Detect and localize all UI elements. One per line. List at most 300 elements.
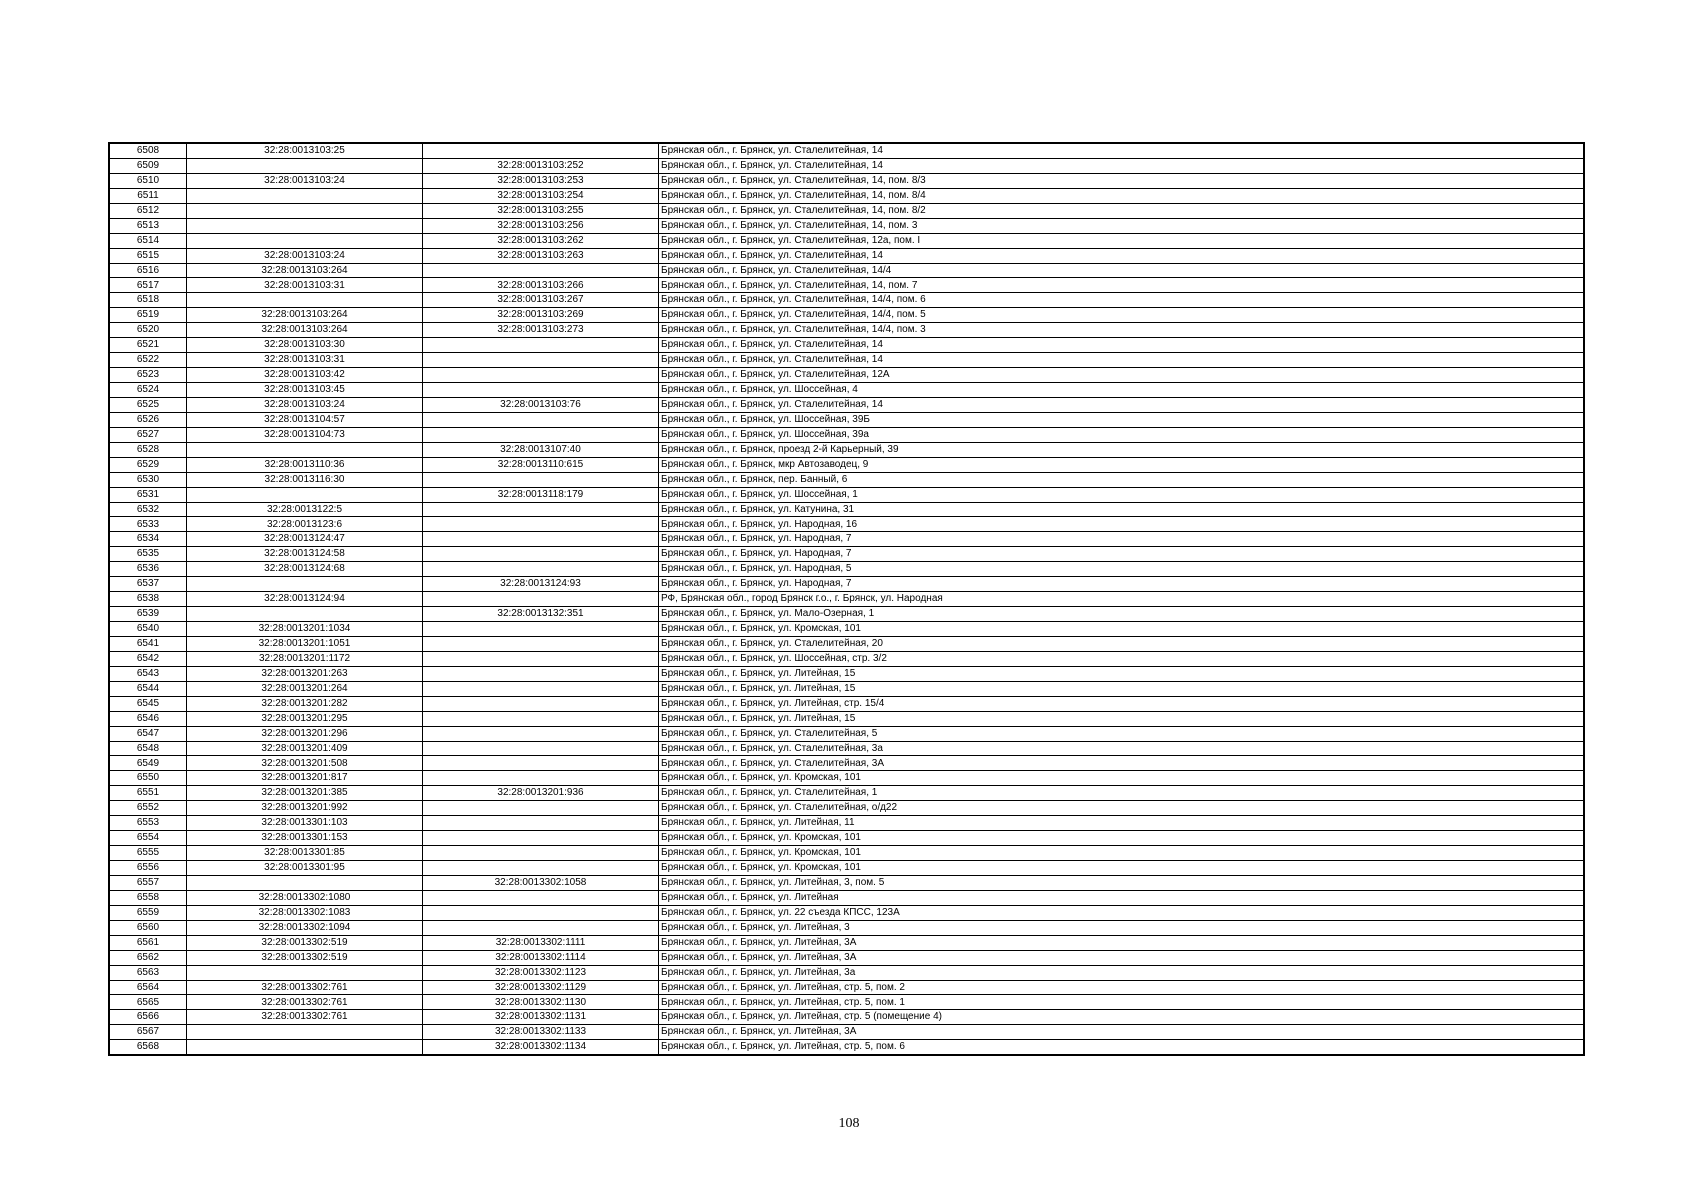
table-row xyxy=(110,442,1584,457)
address-cell: Брянская обл., г. Брянск, ул. Литейная, 3 xyxy=(659,920,1584,935)
land-parcel-number-cell: 32:28:0013103:264 xyxy=(187,263,423,278)
row-number-cell: 6527 xyxy=(110,427,187,442)
table-row xyxy=(110,950,1584,965)
land-parcel-number-cell xyxy=(187,293,423,308)
object-cadastral-number-cell xyxy=(423,920,659,935)
land-parcel-number-cell: 32:28:0013104:57 xyxy=(187,412,423,427)
object-cadastral-number-cell xyxy=(423,816,659,831)
object-cadastral-number-cell xyxy=(423,666,659,681)
land-parcel-number-cell: 32:28:0013110:36 xyxy=(187,457,423,472)
object-cadastral-number-cell: 32:28:0013103:262 xyxy=(423,233,659,248)
table-row xyxy=(110,771,1584,786)
row-number-cell: 6530 xyxy=(110,472,187,487)
row-number-cell: 6518 xyxy=(110,293,187,308)
address-cell: Брянская обл., г. Брянск, ул. Сталелитейная, 14 xyxy=(659,397,1584,412)
address-cell: Брянская обл., г. Брянск, ул. Литейная, стр. 5 (помещение 4) xyxy=(659,1010,1584,1025)
land-parcel-number-cell xyxy=(187,577,423,592)
object-cadastral-number-cell xyxy=(423,636,659,651)
land-parcel-number-cell xyxy=(187,965,423,980)
land-parcel-number-cell: 32:28:0013302:761 xyxy=(187,995,423,1010)
address-cell: Брянская обл., г. Брянск, ул. Народная, 16 xyxy=(659,517,1584,532)
table-row xyxy=(110,457,1584,472)
address-cell: Брянская обл., г. Брянск, ул. Литейная, 11 xyxy=(659,816,1584,831)
address-cell: Брянская обл., г. Брянск, ул. Литейная, 15 xyxy=(659,681,1584,696)
table-row xyxy=(110,995,1584,1010)
object-cadastral-number-cell xyxy=(423,263,659,278)
table-row xyxy=(110,905,1584,920)
object-cadastral-number-cell: 32:28:0013103:263 xyxy=(423,248,659,263)
address-cell: Брянская обл., г. Брянск, ул. Сталелитейная, о/д22 xyxy=(659,801,1584,816)
address-cell: Брянская обл., г. Брянск, ул. Сталелитейная, 14 xyxy=(659,248,1584,263)
table-row xyxy=(110,741,1584,756)
land-parcel-number-cell: 32:28:0013302:519 xyxy=(187,950,423,965)
object-cadastral-number-cell: 32:28:0013302:1114 xyxy=(423,950,659,965)
registry-table xyxy=(109,143,1584,1055)
table-row xyxy=(110,1025,1584,1040)
land-parcel-number-cell: 32:28:0013201:385 xyxy=(187,786,423,801)
object-cadastral-number-cell xyxy=(423,681,659,696)
land-parcel-number-cell xyxy=(187,158,423,173)
land-parcel-number-cell: 32:28:0013301:103 xyxy=(187,816,423,831)
address-cell: Брянская обл., г. Брянск, ул. Сталелитейная, 3А xyxy=(659,756,1584,771)
row-number-cell: 6525 xyxy=(110,397,187,412)
table-row xyxy=(110,427,1584,442)
address-cell: Брянская обл., г. Брянск, ул. Литейная, 15 xyxy=(659,666,1584,681)
row-number-cell: 6559 xyxy=(110,905,187,920)
object-cadastral-number-cell xyxy=(423,741,659,756)
land-parcel-number-cell: 32:28:0013124:58 xyxy=(187,547,423,562)
address-cell: Брянская обл., г. Брянск, ул. Литейная, 15 xyxy=(659,711,1584,726)
row-number-cell: 6528 xyxy=(110,442,187,457)
object-cadastral-number-cell: 32:28:0013103:269 xyxy=(423,308,659,323)
object-cadastral-number-cell: 32:28:0013103:266 xyxy=(423,278,659,293)
land-parcel-number-cell: 32:28:0013103:24 xyxy=(187,173,423,188)
row-number-cell: 6562 xyxy=(110,950,187,965)
address-cell: Брянская обл., г. Брянск, ул. Сталелитейная, 3а xyxy=(659,741,1584,756)
row-number-cell: 6540 xyxy=(110,622,187,637)
table-row xyxy=(110,726,1584,741)
table-row xyxy=(110,607,1584,622)
row-number-cell: 6552 xyxy=(110,801,187,816)
address-cell: Брянская обл., г. Брянск, ул. Сталелитейная, 14 xyxy=(659,353,1584,368)
table-row xyxy=(110,875,1584,890)
row-number-cell: 6536 xyxy=(110,562,187,577)
table-row xyxy=(110,1040,1584,1055)
object-cadastral-number-cell: 32:28:0013118:179 xyxy=(423,487,659,502)
row-number-cell: 6549 xyxy=(110,756,187,771)
object-cadastral-number-cell: 32:28:0013103:273 xyxy=(423,323,659,338)
object-cadastral-number-cell: 32:28:0013302:1129 xyxy=(423,980,659,995)
land-parcel-number-cell xyxy=(187,203,423,218)
page-number: 108 xyxy=(838,1116,860,1131)
address-cell: Брянская обл., г. Брянск, ул. Сталелитейная, 14 xyxy=(659,158,1584,173)
address-cell: Брянская обл., г. Брянск, ул. Сталелитейная, 14, пом. 8/2 xyxy=(659,203,1584,218)
table-row xyxy=(110,263,1584,278)
table-row xyxy=(110,696,1584,711)
address-cell: Брянская обл., г. Брянск, ул. Сталелитейная, 20 xyxy=(659,636,1584,651)
table-row xyxy=(110,636,1584,651)
object-cadastral-number-cell xyxy=(423,756,659,771)
table-row xyxy=(110,786,1584,801)
object-cadastral-number-cell xyxy=(423,905,659,920)
row-number-cell: 6516 xyxy=(110,263,187,278)
row-number-cell: 6509 xyxy=(110,158,187,173)
address-cell: Брянская обл., г. Брянск, мкр Автозаводец, 9 xyxy=(659,457,1584,472)
table-row xyxy=(110,920,1584,935)
address-cell: Брянская обл., г. Брянск, ул. 22 съезда КПСС, 123А xyxy=(659,905,1584,920)
row-number-cell: 6524 xyxy=(110,383,187,398)
address-cell: Брянская обл., г. Брянск, ул. Литейная, стр. 5, пом. 6 xyxy=(659,1040,1584,1055)
table-row xyxy=(110,517,1584,532)
table-row xyxy=(110,368,1584,383)
table-row xyxy=(110,308,1584,323)
address-cell: Брянская обл., г. Брянск, ул. Литейная, 3а xyxy=(659,965,1584,980)
object-cadastral-number-cell: 32:28:0013103:255 xyxy=(423,203,659,218)
address-cell: Брянская обл., г. Брянск, ул. Литейная, стр. 5, пом. 1 xyxy=(659,995,1584,1010)
object-cadastral-number-cell xyxy=(423,696,659,711)
object-cadastral-number-cell xyxy=(423,368,659,383)
land-parcel-number-cell: 32:28:0013116:30 xyxy=(187,472,423,487)
address-cell: Брянская обл., г. Брянск, ул. Сталелитейная, 12А xyxy=(659,368,1584,383)
land-parcel-number-cell: 32:28:0013302:1080 xyxy=(187,890,423,905)
table-row xyxy=(110,816,1584,831)
row-number-cell: 6539 xyxy=(110,607,187,622)
row-number-cell: 6519 xyxy=(110,308,187,323)
row-number-cell: 6531 xyxy=(110,487,187,502)
object-cadastral-number-cell: 32:28:0013302:1111 xyxy=(423,935,659,950)
table-row xyxy=(110,278,1584,293)
table-row xyxy=(110,965,1584,980)
object-cadastral-number-cell xyxy=(423,771,659,786)
land-parcel-number-cell xyxy=(187,233,423,248)
table-row xyxy=(110,801,1584,816)
land-parcel-number-cell: 32:28:0013201:264 xyxy=(187,681,423,696)
address-cell: Брянская обл., г. Брянск, ул. Сталелитейная, 1 xyxy=(659,786,1584,801)
row-number-cell: 6548 xyxy=(110,741,187,756)
table-row xyxy=(110,622,1584,637)
table-row xyxy=(110,248,1584,263)
row-number-cell: 6538 xyxy=(110,592,187,607)
land-parcel-number-cell: 32:28:0013103:42 xyxy=(187,368,423,383)
object-cadastral-number-cell xyxy=(423,412,659,427)
object-cadastral-number-cell: 32:28:0013103:256 xyxy=(423,218,659,233)
object-cadastral-number-cell xyxy=(423,472,659,487)
table-row xyxy=(110,935,1584,950)
table-row xyxy=(110,502,1584,517)
address-cell: РФ, Брянская обл., город Брянск г.о., г. Брянск, ул. Народная xyxy=(659,592,1584,607)
table-row xyxy=(110,218,1584,233)
table-row xyxy=(110,846,1584,861)
row-number-cell: 6568 xyxy=(110,1040,187,1055)
address-cell: Брянская обл., г. Брянск, ул. Сталелитейная, 14, пом. 8/4 xyxy=(659,188,1584,203)
table-row xyxy=(110,203,1584,218)
land-parcel-number-cell: 32:28:0013301:85 xyxy=(187,846,423,861)
table-row xyxy=(110,592,1584,607)
land-parcel-number-cell: 32:28:0013302:519 xyxy=(187,935,423,950)
address-cell: Брянская обл., г. Брянск, ул. Литейная, 3А xyxy=(659,950,1584,965)
address-cell: Брянская обл., г. Брянск, ул. Шоссейная, 4 xyxy=(659,383,1584,398)
object-cadastral-number-cell: 32:28:0013103:76 xyxy=(423,397,659,412)
address-cell: Брянская обл., г. Брянск, ул. Литейная, 3А xyxy=(659,1025,1584,1040)
row-number-cell: 6537 xyxy=(110,577,187,592)
object-cadastral-number-cell xyxy=(423,562,659,577)
land-parcel-number-cell: 32:28:0013124:47 xyxy=(187,532,423,547)
table-row xyxy=(110,353,1584,368)
land-parcel-number-cell: 32:28:0013103:24 xyxy=(187,397,423,412)
table-row xyxy=(110,666,1584,681)
address-cell: Брянская обл., г. Брянск, ул. Сталелитейная, 14/4, пом. 5 xyxy=(659,308,1584,323)
table-row xyxy=(110,412,1584,427)
table-row xyxy=(110,547,1584,562)
registry-table-body xyxy=(110,144,1584,1055)
object-cadastral-number-cell: 32:28:0013302:1134 xyxy=(423,1040,659,1055)
land-parcel-number-cell xyxy=(187,442,423,457)
land-parcel-number-cell: 32:28:0013201:296 xyxy=(187,726,423,741)
land-parcel-number-cell: 32:28:0013301:153 xyxy=(187,831,423,846)
row-number-cell: 6512 xyxy=(110,203,187,218)
table-row xyxy=(110,233,1584,248)
object-cadastral-number-cell: 32:28:0013302:1123 xyxy=(423,965,659,980)
land-parcel-number-cell xyxy=(187,607,423,622)
land-parcel-number-cell: 32:28:0013103:264 xyxy=(187,308,423,323)
object-cadastral-number-cell: 32:28:0013103:254 xyxy=(423,188,659,203)
object-cadastral-number-cell: 32:28:0013103:253 xyxy=(423,173,659,188)
address-cell: Брянская обл., г. Брянск, ул. Сталелитейная, 12а, пом. I xyxy=(659,233,1584,248)
land-parcel-number-cell: 32:28:0013123:6 xyxy=(187,517,423,532)
address-cell: Брянская обл., г. Брянск, ул. Литейная, 3А xyxy=(659,935,1584,950)
table-row xyxy=(110,1010,1584,1025)
address-cell: Брянская обл., г. Брянск, ул. Литейная xyxy=(659,890,1584,905)
row-number-cell: 6555 xyxy=(110,846,187,861)
address-cell: Брянская обл., г. Брянск, ул. Шоссейная, 39Б xyxy=(659,412,1584,427)
land-parcel-number-cell: 32:28:0013201:282 xyxy=(187,696,423,711)
table-row xyxy=(110,681,1584,696)
object-cadastral-number-cell xyxy=(423,427,659,442)
object-cadastral-number-cell: 32:28:0013110:615 xyxy=(423,457,659,472)
row-number-cell: 6543 xyxy=(110,666,187,681)
row-number-cell: 6529 xyxy=(110,457,187,472)
object-cadastral-number-cell: 32:28:0013302:1131 xyxy=(423,1010,659,1025)
address-cell: Брянская обл., г. Брянск, пер. Банный, 6 xyxy=(659,472,1584,487)
land-parcel-number-cell: 32:28:0013201:295 xyxy=(187,711,423,726)
table-row xyxy=(110,861,1584,876)
table-row xyxy=(110,173,1584,188)
row-number-cell: 6564 xyxy=(110,980,187,995)
object-cadastral-number-cell xyxy=(423,517,659,532)
object-cadastral-number-cell xyxy=(423,532,659,547)
table-row xyxy=(110,890,1584,905)
land-parcel-number-cell: 32:28:0013201:508 xyxy=(187,756,423,771)
table-row xyxy=(110,980,1584,995)
address-cell: Брянская обл., г. Брянск, ул. Шоссейная, 39а xyxy=(659,427,1584,442)
address-cell: Брянская обл., г. Брянск, ул. Кромская, 101 xyxy=(659,861,1584,876)
object-cadastral-number-cell xyxy=(423,547,659,562)
object-cadastral-number-cell: 32:28:0013302:1130 xyxy=(423,995,659,1010)
land-parcel-number-cell: 32:28:0013103:30 xyxy=(187,338,423,353)
object-cadastral-number-cell xyxy=(423,353,659,368)
address-cell: Брянская обл., г. Брянск, ул. Сталелитейная, 14, пом. 8/3 xyxy=(659,173,1584,188)
address-cell: Брянская обл., г. Брянск, ул. Кромская, 101 xyxy=(659,771,1584,786)
row-number-cell: 6556 xyxy=(110,861,187,876)
row-number-cell: 6532 xyxy=(110,502,187,517)
row-number-cell: 6520 xyxy=(110,323,187,338)
address-cell: Брянская обл., г. Брянск, ул. Сталелитейная, 5 xyxy=(659,726,1584,741)
object-cadastral-number-cell: 32:28:0013124:93 xyxy=(423,577,659,592)
address-cell: Брянская обл., г. Брянск, ул. Народная, 7 xyxy=(659,547,1584,562)
table-row xyxy=(110,472,1584,487)
land-parcel-number-cell: 32:28:0013124:94 xyxy=(187,592,423,607)
object-cadastral-number-cell xyxy=(423,846,659,861)
address-cell: Брянская обл., г. Брянск, ул. Народная, 7 xyxy=(659,532,1584,547)
table-row xyxy=(110,383,1584,398)
land-parcel-number-cell: 32:28:0013122:5 xyxy=(187,502,423,517)
row-number-cell: 6544 xyxy=(110,681,187,696)
land-parcel-number-cell xyxy=(187,1025,423,1040)
land-parcel-number-cell: 32:28:0013124:68 xyxy=(187,562,423,577)
row-number-cell: 6547 xyxy=(110,726,187,741)
object-cadastral-number-cell: 32:28:0013132:351 xyxy=(423,607,659,622)
land-parcel-number-cell xyxy=(187,188,423,203)
object-cadastral-number-cell: 32:28:0013103:252 xyxy=(423,158,659,173)
land-parcel-number-cell: 32:28:0013201:263 xyxy=(187,666,423,681)
address-cell: Брянская обл., г. Брянск, ул. Сталелитейная, 14/4, пом. 3 xyxy=(659,323,1584,338)
table-row xyxy=(110,651,1584,666)
object-cadastral-number-cell: 32:28:0013103:267 xyxy=(423,293,659,308)
row-number-cell: 6567 xyxy=(110,1025,187,1040)
address-cell: Брянская обл., г. Брянск, ул. Сталелитейная, 14/4, пом. 6 xyxy=(659,293,1584,308)
row-number-cell: 6535 xyxy=(110,547,187,562)
land-parcel-number-cell: 32:28:0013201:1034 xyxy=(187,622,423,637)
row-number-cell: 6561 xyxy=(110,935,187,950)
land-parcel-number-cell xyxy=(187,218,423,233)
object-cadastral-number-cell: 32:28:0013107:40 xyxy=(423,442,659,457)
row-number-cell: 6560 xyxy=(110,920,187,935)
land-parcel-number-cell: 32:28:0013201:1051 xyxy=(187,636,423,651)
row-number-cell: 6521 xyxy=(110,338,187,353)
land-parcel-number-cell: 32:28:0013103:31 xyxy=(187,278,423,293)
row-number-cell: 6557 xyxy=(110,875,187,890)
table-row xyxy=(110,158,1584,173)
object-cadastral-number-cell xyxy=(423,726,659,741)
row-number-cell: 6554 xyxy=(110,831,187,846)
object-cadastral-number-cell xyxy=(423,338,659,353)
object-cadastral-number-cell xyxy=(423,651,659,666)
land-parcel-number-cell: 32:28:0013103:264 xyxy=(187,323,423,338)
table-row xyxy=(110,397,1584,412)
row-number-cell: 6550 xyxy=(110,771,187,786)
address-cell: Брянская обл., г. Брянск, ул. Сталелитейная, 14/4 xyxy=(659,263,1584,278)
object-cadastral-number-cell xyxy=(423,801,659,816)
land-parcel-number-cell: 32:28:0013103:45 xyxy=(187,383,423,398)
row-number-cell: 6517 xyxy=(110,278,187,293)
table-row xyxy=(110,144,1584,159)
land-parcel-number-cell: 32:28:0013302:1083 xyxy=(187,905,423,920)
table-row xyxy=(110,487,1584,502)
table-row xyxy=(110,577,1584,592)
address-cell: Брянская обл., г. Брянск, ул. Народная, 5 xyxy=(659,562,1584,577)
object-cadastral-number-cell xyxy=(423,383,659,398)
address-cell: Брянская обл., г. Брянск, ул. Литейная, 3, пом. 5 xyxy=(659,875,1584,890)
land-parcel-number-cell: 32:28:0013301:95 xyxy=(187,861,423,876)
land-parcel-number-cell: 32:28:0013302:761 xyxy=(187,980,423,995)
row-number-cell: 6545 xyxy=(110,696,187,711)
row-number-cell: 6558 xyxy=(110,890,187,905)
object-cadastral-number-cell xyxy=(423,711,659,726)
row-number-cell: 6534 xyxy=(110,532,187,547)
row-number-cell: 6563 xyxy=(110,965,187,980)
object-cadastral-number-cell: 32:28:0013302:1133 xyxy=(423,1025,659,1040)
land-parcel-number-cell: 32:28:0013201:1172 xyxy=(187,651,423,666)
row-number-cell: 6551 xyxy=(110,786,187,801)
row-number-cell: 6513 xyxy=(110,218,187,233)
row-number-cell: 6566 xyxy=(110,1010,187,1025)
table-row xyxy=(110,711,1584,726)
land-parcel-number-cell: 32:28:0013103:25 xyxy=(187,144,423,159)
object-cadastral-number-cell xyxy=(423,144,659,159)
land-parcel-number-cell xyxy=(187,487,423,502)
address-cell: Брянская обл., г. Брянск, ул. Мало-Озерная, 1 xyxy=(659,607,1584,622)
object-cadastral-number-cell xyxy=(423,502,659,517)
address-cell: Брянская обл., г. Брянск, ул. Сталелитейная, 14, пом. 7 xyxy=(659,278,1584,293)
object-cadastral-number-cell: 32:28:0013302:1058 xyxy=(423,875,659,890)
row-number-cell: 6553 xyxy=(110,816,187,831)
land-parcel-number-cell: 32:28:0013103:31 xyxy=(187,353,423,368)
row-number-cell: 6522 xyxy=(110,353,187,368)
object-cadastral-number-cell xyxy=(423,831,659,846)
address-cell: Брянская обл., г. Брянск, ул. Шоссейная, стр. 3/2 xyxy=(659,651,1584,666)
land-parcel-number-cell: 32:28:0013103:24 xyxy=(187,248,423,263)
address-cell: Брянская обл., г. Брянск, ул. Кромская, 101 xyxy=(659,622,1584,637)
address-cell: Брянская обл., г. Брянск, ул. Литейная, стр. 15/4 xyxy=(659,696,1584,711)
land-parcel-number-cell: 32:28:0013201:409 xyxy=(187,741,423,756)
land-parcel-number-cell: 32:28:0013104:73 xyxy=(187,427,423,442)
row-number-cell: 6541 xyxy=(110,636,187,651)
address-cell: Брянская обл., г. Брянск, ул. Шоссейная, 1 xyxy=(659,487,1584,502)
row-number-cell: 6542 xyxy=(110,651,187,666)
object-cadastral-number-cell xyxy=(423,622,659,637)
object-cadastral-number-cell xyxy=(423,890,659,905)
row-number-cell: 6526 xyxy=(110,412,187,427)
land-parcel-number-cell: 32:28:0013302:761 xyxy=(187,1010,423,1025)
table-row xyxy=(110,756,1584,771)
address-cell: Брянская обл., г. Брянск, проезд 2-й Карьерный, 39 xyxy=(659,442,1584,457)
row-number-cell: 6511 xyxy=(110,188,187,203)
table-row xyxy=(110,532,1584,547)
row-number-cell: 6514 xyxy=(110,233,187,248)
table-row xyxy=(110,831,1584,846)
address-cell: Брянская обл., г. Брянск, ул. Сталелитейная, 14 xyxy=(659,144,1584,159)
row-number-cell: 6510 xyxy=(110,173,187,188)
row-number-cell: 6508 xyxy=(110,144,187,159)
row-number-cell: 6523 xyxy=(110,368,187,383)
address-cell: Брянская обл., г. Брянск, ул. Литейная, стр. 5, пом. 2 xyxy=(659,980,1584,995)
address-cell: Брянская обл., г. Брянск, ул. Катунина, 31 xyxy=(659,502,1584,517)
land-parcel-number-cell: 32:28:0013302:1094 xyxy=(187,920,423,935)
address-cell: Брянская обл., г. Брянск, ул. Народная, 7 xyxy=(659,577,1584,592)
land-parcel-number-cell xyxy=(187,1040,423,1055)
object-cadastral-number-cell xyxy=(423,592,659,607)
row-number-cell: 6565 xyxy=(110,995,187,1010)
object-cadastral-number-cell: 32:28:0013201:936 xyxy=(423,786,659,801)
table-row xyxy=(110,562,1584,577)
address-cell: Брянская обл., г. Брянск, ул. Кромская, 101 xyxy=(659,831,1584,846)
row-number-cell: 6515 xyxy=(110,248,187,263)
object-cadastral-number-cell xyxy=(423,861,659,876)
table-row xyxy=(110,323,1584,338)
land-parcel-number-cell: 32:28:0013201:992 xyxy=(187,801,423,816)
land-parcel-number-cell xyxy=(187,875,423,890)
row-number-cell: 6546 xyxy=(110,711,187,726)
